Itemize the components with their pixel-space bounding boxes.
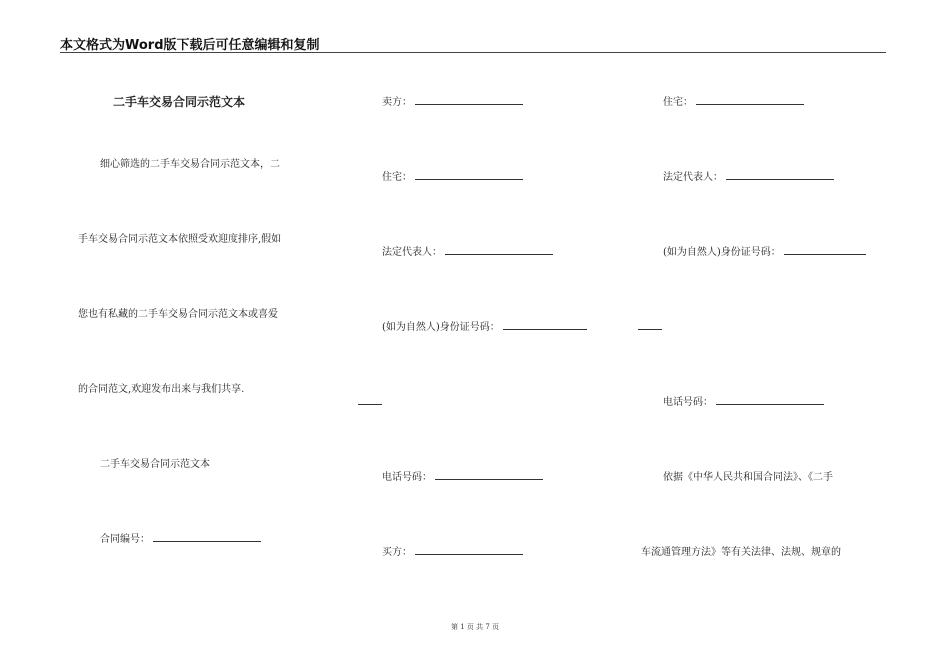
seller-label: 卖方： [382, 97, 412, 108]
section-subtitle: 二手车交易合同示范文本 [100, 459, 210, 470]
seller-legal-rep-field [382, 243, 553, 258]
buyer-id-blank [784, 244, 866, 255]
seller-phone-label: 电话号码： [382, 472, 432, 483]
buyer-address-blank [696, 94, 804, 105]
page-number: 第 1 页 共 7 页 [450, 623, 500, 631]
seller-id-field [382, 318, 587, 333]
seller-id-blank-overflow [638, 329, 662, 330]
contract-number-label: 合同编号： [100, 534, 150, 545]
intro-line-4: 的合同范文,欢迎发布出来与我们共享. [78, 384, 245, 395]
contract-number-blank [153, 531, 261, 542]
seller-address-blank [415, 169, 523, 180]
buyer-field [382, 543, 523, 558]
intro-line-2: 手车交易合同示范文本依照受欢迎度排序,假如 [78, 234, 282, 245]
seller-blank [415, 94, 523, 105]
buyer-legal-rep-label: 法定代表人： [663, 172, 723, 183]
buyer-id-label: (如为自然人)身份证号码： [663, 247, 781, 258]
buyer-blank [415, 544, 523, 555]
seller-address-field [382, 168, 523, 183]
intro-line-1: 细心筛选的二手车交易合同示范文本，二 [100, 159, 280, 170]
seller-address-label: 住宅： [382, 172, 412, 183]
buyer-legal-rep-blank [726, 169, 834, 180]
buyer-legal-rep-field [663, 168, 834, 183]
header-divider [60, 52, 886, 53]
document-header: 本文格式为Word版下载后可任意编辑和复制 [60, 38, 320, 53]
contract-number-field [100, 530, 261, 545]
seller-id-blank [503, 319, 587, 330]
document-title: 二手车交易合同示范文本 [113, 95, 246, 109]
seller-id-blank-continued [358, 404, 382, 405]
seller-phone-blank [435, 469, 543, 480]
legal-basis-line-2: 车流通管理方法》等有关法律、法规、规章的 [641, 547, 841, 558]
buyer-address-label: 住宅： [663, 97, 693, 108]
buyer-phone-field [663, 393, 824, 408]
seller-legal-rep-blank [445, 244, 553, 255]
buyer-phone-label: 电话号码： [663, 397, 713, 408]
buyer-phone-blank [716, 394, 824, 405]
intro-line-3: 您也有私藏的二手车交易合同示范文本或喜爱 [78, 309, 278, 320]
buyer-label: 买方： [382, 547, 412, 558]
buyer-address-field [663, 93, 804, 108]
seller-id-label: (如为自然人)身份证号码： [382, 322, 500, 333]
seller-legal-rep-label: 法定代表人： [382, 247, 442, 258]
seller-phone-field [382, 468, 543, 483]
buyer-id-field [663, 243, 866, 258]
seller-field [382, 93, 523, 108]
legal-basis-line-1: 依据《中华人民共和国合同法》、《二手 [663, 472, 833, 483]
